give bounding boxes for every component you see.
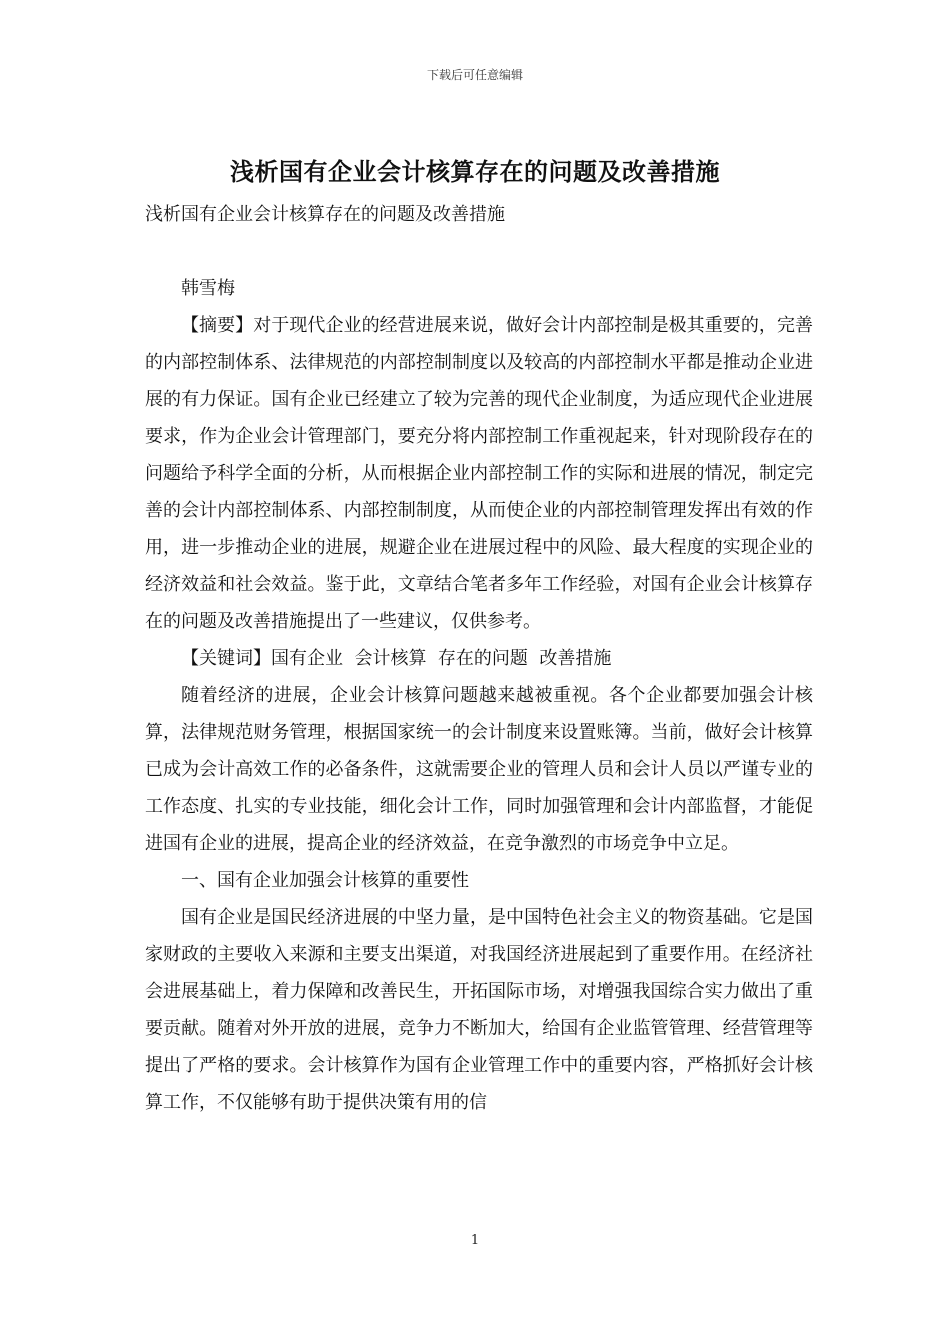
abstract-paragraph: 【摘要】对于现代企业的经营进展来说，做好会计内部控制是极其重要的，完善的内部控制体系、法律规范的内部控制制度以及较高的内部控制水平都是推动企业进展的有力保证。国有企业已经建立了较为完善的现代企业制度，为适应现代企业进展要求，作为企业会计管理部门，要充分将内部控制工作重视起来，针对现阶段存在的问题给予科学全面的分析，从而根据企业内部控制工作的实际和进展的情况，制定完善的会计内部控制体系、内部控制制度，从而使企业的内部控制管理发挥出有效的作用，进一步推动企业的进展，规避企业在进展过程中的风险、最大程度的实现企业的经济效益和社会效益。鉴于此，文章结合笔者多年工作经验，对国有企业会计核算存在的问题及改善措施提出了一些建议，仅供参考。	[145, 315, 813, 632]
keywords-line: 【关键词】国有企业 会计核算 存在的问题 改善措施	[181, 648, 612, 669]
document-body	[145, 196, 813, 1121]
document-title: 浅析国有企业会计核算存在的问题及改善措施	[230, 157, 720, 186]
intro-paragraph: 随着经济的进展，企业会计核算问题越来越被重视。各个企业都要加强会计核算，法律规范财务管理，根据国家统一的会计制度来设置账簿。当前，做好会计核算已成为会计高效工作的必备条件，这就需要企业的管理人员和会计人员以严谨专业的工作态度、扎实的专业技能，细化会计工作，同时加强管理和会计内部监督，才能促进国有企业的进展，提高企业的经济效益，在竞争激烈的市场竞争中立足。	[145, 685, 813, 854]
section-heading: 一、国有企业加强会计核算的重要性	[181, 870, 469, 891]
header-note: 下载后可任意编辑	[426, 68, 523, 82]
page-number: 1	[470, 1233, 480, 1248]
section-paragraph: 国有企业是国民经济进展的中坚力量，是中国特色社会主义的物资基础。它是国家财政的主要收入来源和主要支出渠道，对我国经济进展起到了重要作用。在经济社会进展基础上，着力保障和改善民生，开拓国际市场，对增强我国综合实力做出了重要贡献。随着对外开放的进展，竞争力不断加大，给国有企业监管管理、经营管理等提出了严格的要求。会计核算作为国有企业管理工作中的重要内容，严格抓好会计核算工作，不仅能够有助于提供决策有用的信	[145, 907, 813, 1113]
document-subtitle: 浅析国有企业会计核算存在的问题及改善措施	[145, 204, 505, 225]
author-name: 韩雪梅	[181, 278, 235, 299]
